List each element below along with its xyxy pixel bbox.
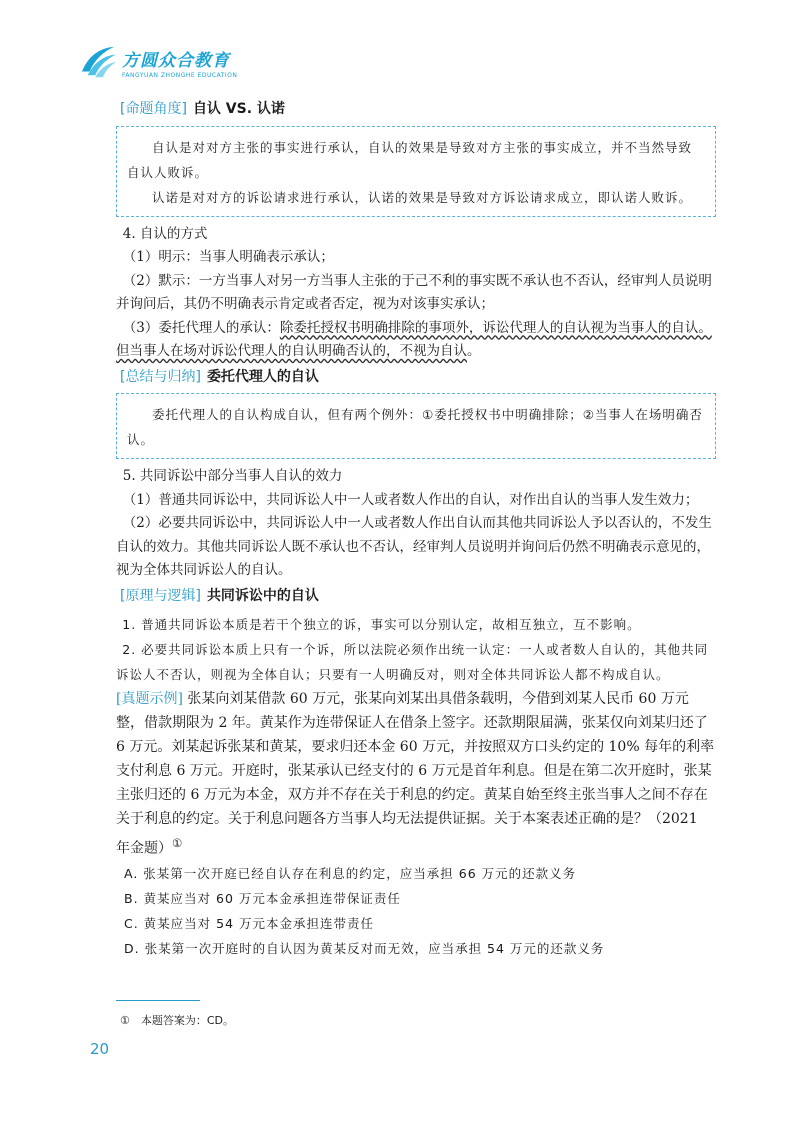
list-item-lead: （3）委托代理人的承认：: [122, 319, 280, 336]
section-tag: [真题示例]: [116, 691, 183, 707]
answer-option: C. 黄某应当对 54 万元本金承担连带责任: [124, 915, 375, 931]
section-tag: [原理与逻辑]: [120, 587, 201, 604]
footnote-divider: [116, 1000, 200, 1001]
note-paragraph: 认诺是对对方的诉讼请求进行承认，认诺的效果是导致对方诉讼请求成立，即认诺人败诉。: [152, 189, 693, 205]
note-paragraph: 自认是对对方主张的事实进行承认，自认的效果是导致对方主张的事实成立，并不当然导致自认人败诉。: [127, 139, 693, 180]
list-item: [116, 317, 716, 364]
section-tag-title: 自认 VS. 认诺: [192, 101, 285, 117]
section-tag-line: [120, 585, 716, 609]
list-item: （2）必要共同诉讼中，共同诉讼人中一人或者数人作出自认而其他共同诉讼人予以否认的，不发生自认的效力。其他共同诉讼人既不承认也不否认，经审判人员说明并询问后仍然不明确表示意见的，视为全体共同诉讼人的自认。: [116, 515, 712, 578]
page-number: 20: [90, 1040, 110, 1058]
section-heading: 4. 自认的方式: [122, 225, 208, 242]
logo-wave-icon: [80, 43, 118, 81]
answer-option: B. 黄某应当对 60 万元本金承担连带保证责任: [124, 890, 401, 906]
section-heading: 5. 共同诉讼中部分当事人自认的效力: [122, 468, 343, 484]
logo-chinese-name: 方圆众合教育: [122, 50, 230, 71]
note-box: [116, 393, 716, 459]
answer-option: A. 张某第一次开庭已经自认存在利息的约定，应当承担 66 万元的还款义务: [124, 865, 577, 881]
list-item: （1）明示：当事人明确表示承认；: [122, 249, 334, 265]
footnote-marker: ①: [172, 836, 183, 850]
brand-logo: [80, 40, 237, 84]
section-tag: [命题角度]: [120, 101, 187, 117]
list-item-tail: 。: [467, 343, 481, 359]
exam-question-text: 张某向刘某借款 60 万元，张某向刘某出具借条载明，今借到刘某人民币 60 万元整，借款期限为 2 年。黄某作为连带保证人在借条上签字。还款期限届满，张某仅向刘某归还了 6 万元。刘某起诉张某和黄某，要求归还本金 60 万元，并按照双方口头约定的 10% 每年的利率支付利息 6 万元。开庭时，张某承认已经支付的 6 万元是首年利息。但是在第二次开庭时，张某主张归还的 6 万元为本金，双方并不存在关于利息的约定。黄某自始至终主张当事人之间不存在关于利息的约定。关于利息问题各方当事人均无法提供证据。关于本案表述正确的是？（2021 年金题）: [116, 691, 715, 857]
note-paragraph: 委托代理人的自认构成自认，但有两个例外：①委托授权书中明确排除；②当事人在场明确否认。: [127, 407, 703, 447]
section-tag-title: 委托代理人的自认: [206, 368, 319, 385]
answer-option: D. 张某第一次开庭时的自认因为黄某反对而无效，应当承担 54 万元的还款义务: [124, 940, 605, 956]
answer-options: [116, 861, 716, 961]
note-box: [116, 126, 716, 217]
section-tag-line: [120, 366, 716, 390]
footnote: ① 本题答案为：CD。: [120, 1014, 235, 1027]
section-tag-line: [120, 98, 716, 122]
list-item: （2）默示：一方当事人对另一方当事人主张的于己不利的事实既不承认也不否认，经审判人员说明并询问后，其仍不明确表示肯定或者否定，视为对该事实承认；: [116, 272, 712, 312]
logo-english-name: FANGYUAN ZHONGHE EDUCATION: [122, 71, 238, 79]
principle-paragraph: 2. 必要共同诉讼本质上只有一个诉，所以法院必须作出统一认定：一人或者数人自认的，其他共同诉讼人不否认，则视为全体自认；只要有一人明确反对，则对全体共同诉讼人都不构成自认。: [116, 642, 709, 682]
underlined-text: 除委托授权书明确排除的事项外，诉讼代理人的自认视为当事人的自认。但当事人在场对诉讼代理人的自认明确否认的，不视为自认: [116, 319, 712, 359]
section-tag: [总结与归纳]: [120, 368, 201, 385]
section-tag-title: 共同诉讼中的自认: [206, 587, 319, 604]
page-content: [116, 96, 716, 961]
list-item: （1）普通共同诉讼中，共同诉讼人中一人或者数人作出的自认，对作出自认的当事人发生效力；: [122, 491, 699, 508]
principle-paragraph: 1. 普通共同诉讼本质是若干个独立的诉，事实可以分别认定，故相互独立，互不影响。: [122, 617, 641, 632]
exam-example: [116, 687, 716, 861]
